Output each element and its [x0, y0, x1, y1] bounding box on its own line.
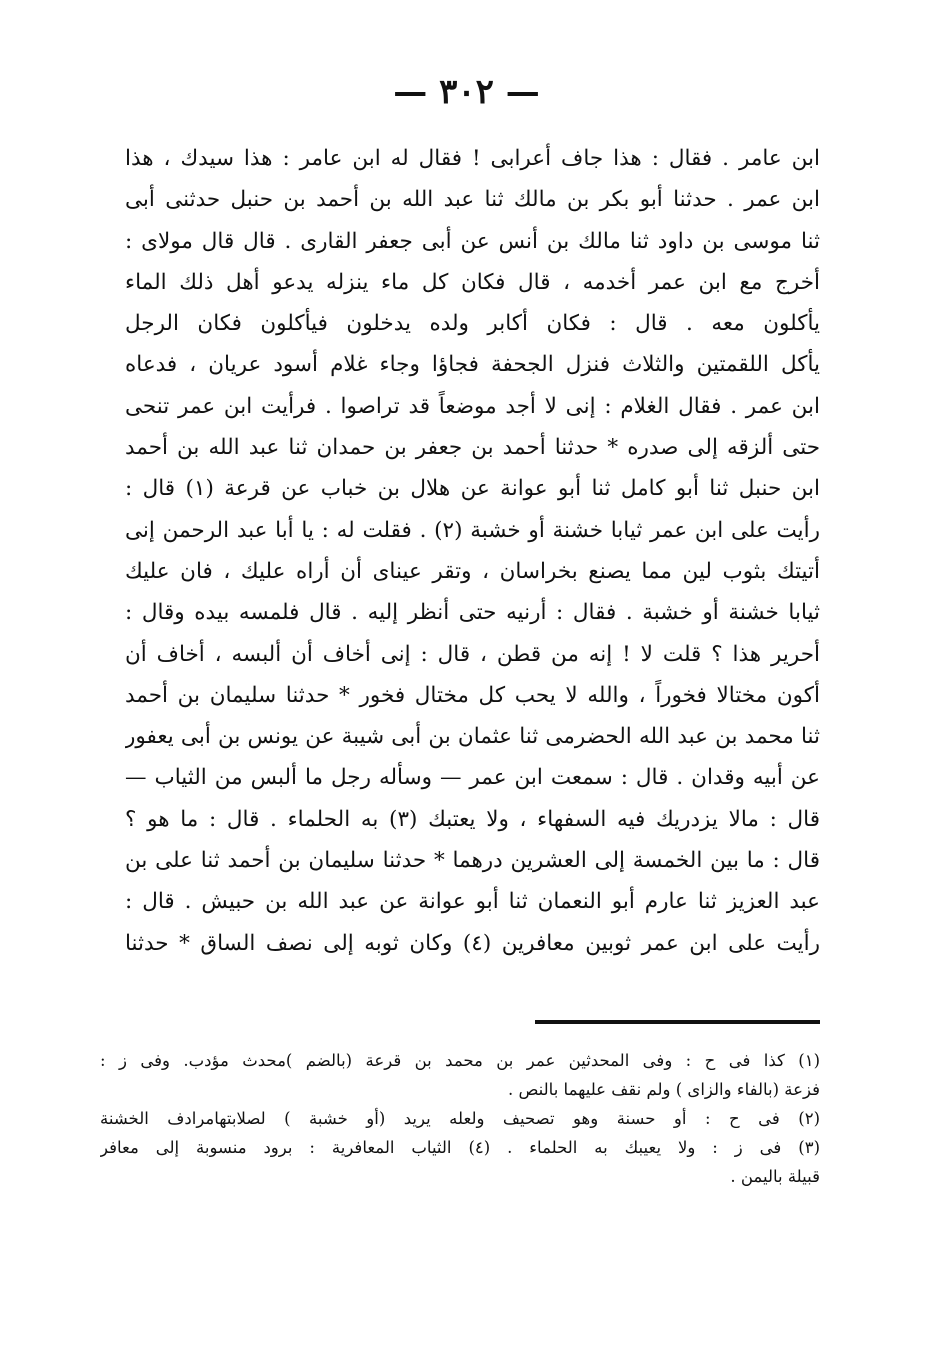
text-line: ثيابا خشنة أو خشبة . فقال : أرنيه حتى أنظر إليه . قال فلمسه بيده وقال : — [125, 600, 820, 626]
text-line: ابن عمر . فقال الغلام : إنى لا أجد موضعاً قد تراصوا . فرأيت ابن عمر تنحى — [125, 393, 820, 419]
text-line: عن أبيه وقدان . قال : سمعت ابن عمر — وسأله رجل ما ألبس من الثياب — — [125, 765, 820, 791]
text-line: ابن عمر . حدثنا أبو بكر بن مالك ثنا عبد الله بن أحمد بن حنبل حدثنى أبى — [125, 187, 820, 213]
text-line: أحرير هذا ؟ قلت لا ! إنه من قطن ، قال : إنى أخاف أن ألبسه ، أخاف أن — [125, 641, 820, 667]
text-line: رأيت على ابن عمر ثوبين معافرين (٤) وكان ثوبه إلى نصف الساق * حدثنا — [125, 930, 820, 956]
footnote-line: قبيلة باليمن . — [730, 1167, 820, 1186]
text-line: حتى ألزقه إلى صدره * حدثنا أحمد بن جعفر بن حمدان ثنا عبد الله بن أحمد — [125, 435, 820, 461]
main-text — [125, 138, 820, 964]
footnote-line: فزعة (بالفاء والزاى ) ولم نقف عليهما بالنص . — [507, 1080, 820, 1099]
text-line: أتيتك بثوب لين مما يصنع بخراسان ، وتقر عيناى أن أراه عليك ، فان عليك — [125, 558, 820, 584]
footnote-line: (١) كذا فى ح : وفى المحدثين عمر بن محمد بن قرعة (بالضم )محدث مؤدب. وفى ز : — [100, 1051, 820, 1070]
text-line: قال : مالا يزدريك فيه السفهاء ، ولا يعتبك (٣) به الحلماء . قال : ما هو ؟ — [125, 806, 820, 832]
text-line: عبد العزيز ثنا عارم أبو النعمان ثنا أبو عوانة عن عبد الله بن حبيش . قال : — [125, 889, 820, 915]
text-line: يأكلون معه . قال : فكان أكابر ولده يدخلون فيأكلون فكان الرجل — [125, 311, 820, 337]
page-number: — ٣٠٢ — — [393, 72, 540, 112]
footnote-line: (٣) فى ز : ولا يعيبك به الحلماء . (٤) الثياب المعافرية : برود منسوبة إلى معافر — [100, 1138, 820, 1157]
text-line: ابن حنبل ثنا أبو كامل ثنا أبو عوانة عن هلال بن خباب عن قرعة (١) قال : — [125, 476, 820, 502]
text-line: ابن عامر . فقال : هذا جاف أعرابى ! فقال له ابن عامر : هذا سيدك ، هذا — [125, 146, 820, 171]
text-line: ثنا محمد بن عبد الله الحضرمى ثنا عثمان بن أبى شيبة عن يونس بن أبى يعفور — [125, 724, 820, 750]
text-line: أكون مختالا فخوراً ، والله لا يحب كل مختال فخور * حدثنا سليمان بن أحمد — [125, 682, 820, 708]
text-line: قال : ما بين الخمسة إلى العشرين درهما * حدثنا سليمان بن أحمد ثنا على بن — [125, 848, 820, 874]
text-line: رأيت على ابن عمر ثيابا خشنة أو خشبة (٢) . فقلت له : يا أبا عبد الرحمن إنى — [125, 517, 820, 543]
footnote-divider — [535, 1020, 820, 1024]
footnote-line: (٢) فى ح : أو حسنة وهو تصحيف ولعله يريد (أو خشبة ) لصلابتهامرادف الخشنة — [100, 1109, 820, 1128]
text-line: يأكل اللقمتين والثلاث فنزل الجحفة فجاؤا وجاء غلام أسود عريان ، فدعاه — [125, 352, 820, 378]
text-line: ثنا موسى بن داود ثنا مالك بن أنس عن أبى جعفر القارى . قال قال مولاى : — [125, 228, 820, 254]
text-line: أخرج مع ابن عمر أخدمه ، قال فكان كل ماء ينزله يدعو أهل ذلك الماء — [125, 269, 820, 295]
footnotes — [100, 1046, 820, 1191]
